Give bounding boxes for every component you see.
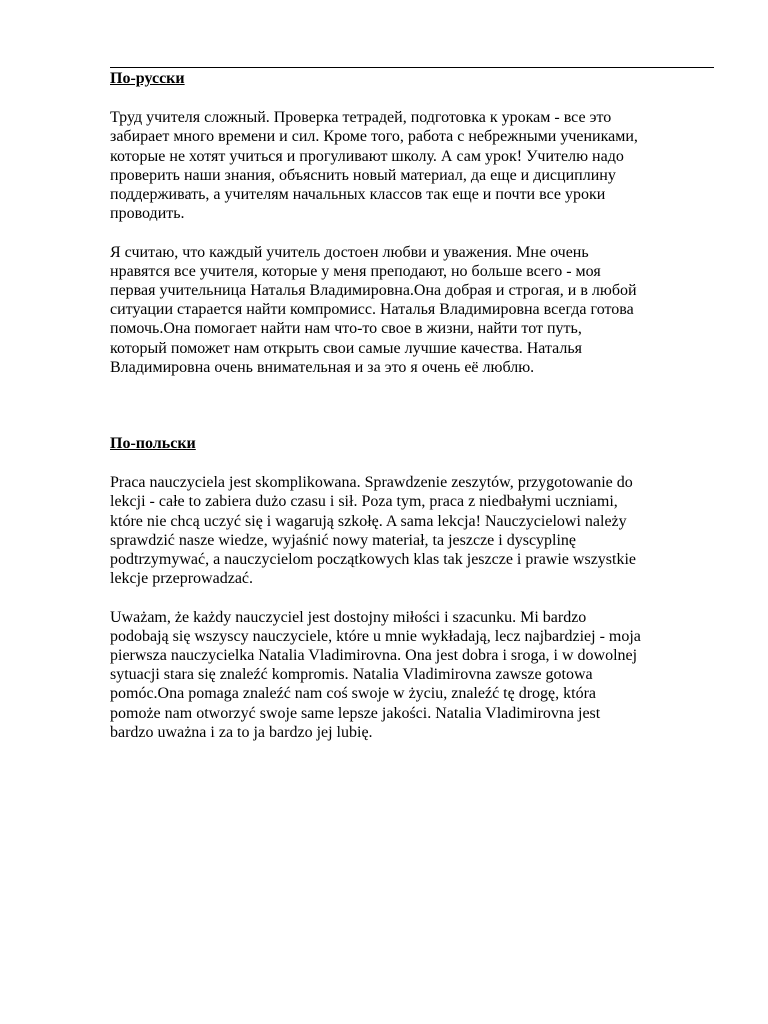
text-line: lekcje przeprowadzać. xyxy=(110,570,254,588)
polish-paragraph-1 xyxy=(110,473,716,588)
text-line: ситуации старается найти компромисс. Наталья Владимировна всегда готова xyxy=(110,301,634,319)
text-line: sytuacji stara się znaleźć kompromis. Natalia Vladimirovna zawsze gotowa xyxy=(110,666,593,684)
text-line: Uważam, że każdy nauczyciel jest dostojny miłości i szacunku. Mi bardzo xyxy=(110,608,587,626)
text-line: проверить наши знания, объяснить новый материал, да еще и дисциплину xyxy=(110,166,616,184)
text-line: sprawdzić nasze wiedze, wyjaśnić nowy materiał, ta jeszcze i dyscyplinę xyxy=(110,531,577,549)
text-line: pomóc.Ona pomaga znaleźć nam coś swoje w życiu, znaleźć tę drogę, która xyxy=(110,685,597,703)
russian-paragraph-2 xyxy=(110,243,716,377)
text-line: который поможет нам открыть свои самые лучшие качества. Наталья xyxy=(110,339,583,357)
text-line: pomoże nam otworzyć swoje same lepsze jakości. Natalia Vladimirovna jest xyxy=(110,704,601,722)
text-line: первая учительница Наталья Владимировна.Она добрая и строгая, и в любой xyxy=(110,282,637,300)
text-line: bardzo uważna i za to ja bardzo jej lubię. xyxy=(110,723,373,741)
text-line: проводить. xyxy=(110,205,185,223)
text-line: Praca nauczyciela jest skomplikowana. Sprawdzenie zeszytów, przygotowanie do xyxy=(110,474,633,492)
section-gap xyxy=(110,377,716,434)
paragraph-gap xyxy=(110,588,716,607)
text-line: pierwsza nauczycielka Natalia Vladimirovna. Ona jest dobra i sroga, i w dowolnej xyxy=(110,647,638,665)
text-line: Труд учителя сложный. Проверка тетрадей, подготовка к урокам - все это xyxy=(110,109,612,127)
text-line: помочь.Она помогает найти нам что-то свое в жизни, найти тот путь, xyxy=(110,320,582,338)
text-line: lekcji - całe to zabiera dużo czasu i sił. Poza tym, praca z niedbałymi uczniami, xyxy=(110,493,618,511)
text-line: поддерживать, а учителям начальных классов так еще и почти все уроки xyxy=(110,186,606,204)
paragraph-gap xyxy=(110,223,716,242)
text-line: Владимировна очень внимательная и за это я очень её люблю. xyxy=(110,358,535,376)
document-body xyxy=(110,69,716,742)
top-rule xyxy=(110,67,714,68)
russian-paragraph-1 xyxy=(110,108,716,223)
text-line: забирает много времени и сил. Кроме того, работа с небрежными учениками, xyxy=(110,128,638,146)
text-line: które nie chcą uczyć się i wagarują szkołę. A sama lekcja! Nauczycielowi należy xyxy=(110,512,627,530)
text-line: podtrzymywać, a nauczycielom początkowych klas tak jeszcze i prawie wszystkie xyxy=(110,551,637,569)
text-line: нравятся все учителя, которые у меня преподают, но больше всего - моя xyxy=(110,262,601,280)
russian-heading: По-русски xyxy=(110,70,185,87)
polish-heading: По-польски xyxy=(110,435,196,453)
text-line: podobają się wszyscy nauczyciele, które u mnie wykładają, lecz najbardziej - moja xyxy=(110,627,641,645)
polish-paragraph-2 xyxy=(110,608,716,742)
text-line: которые не хотят учиться и прогуливают школу. А сам урок! Учителю надо xyxy=(110,147,624,165)
text-line: Я считаю, что каждый учитель достоен любви и уважения. Мне очень xyxy=(110,243,589,261)
